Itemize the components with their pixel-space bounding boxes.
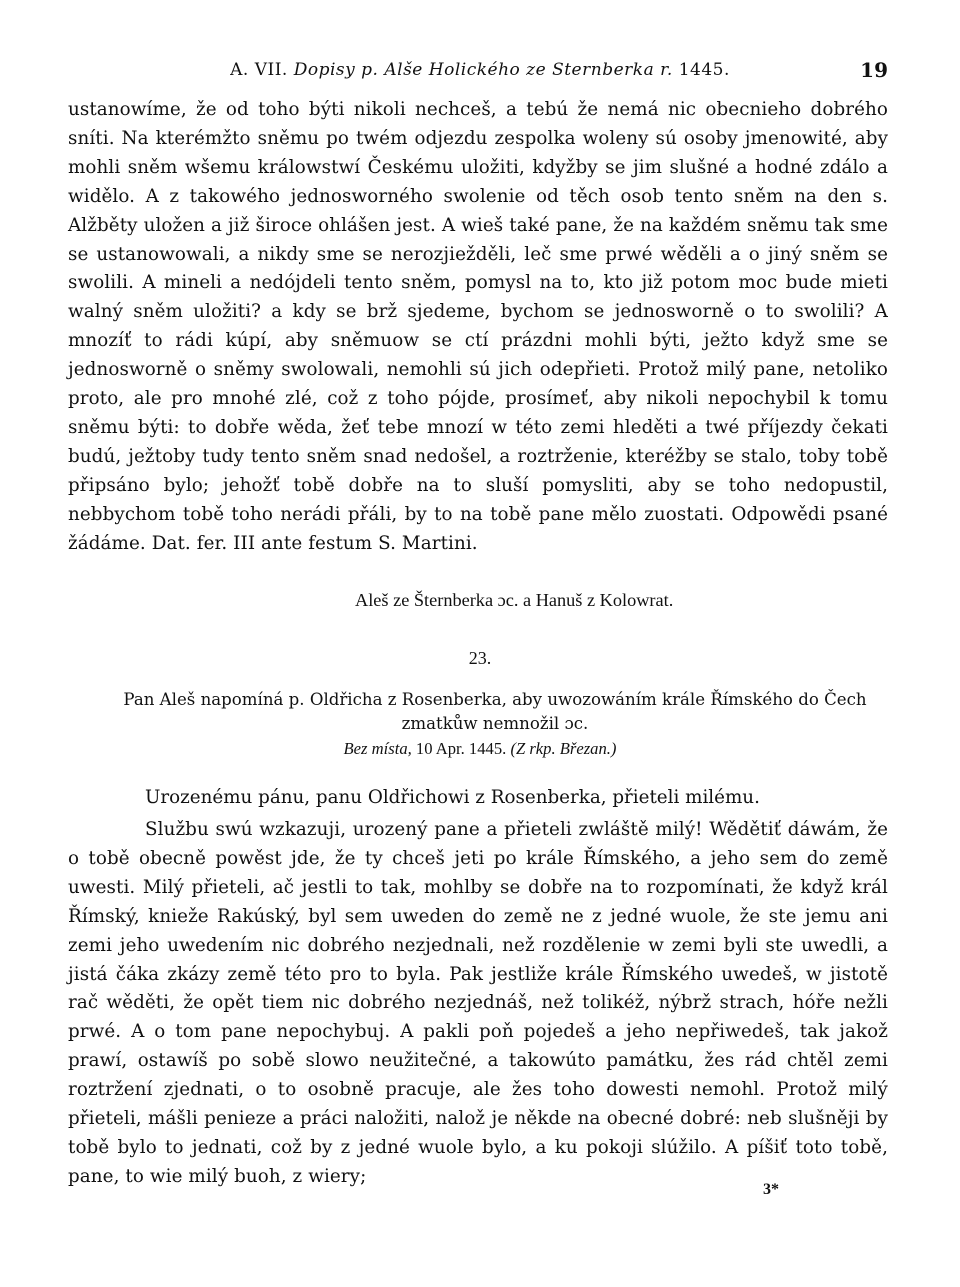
page-number: 19 [860,58,888,82]
letter-body: Službu swú wzkazuji, urozený pane a přieteli zwláště milý! Wědětiť dáwám, že o tobě obecně powěst jde, že ty chceš jeti po krále Římského, a jeho sem do země uwesti. Milý přieteli, ač jestli to tak, mohlby se dobře na to rozpomínati, že když král Římský, knieže Rakúský, byl sem uweden do země ne z jedné wuole, že ste jemu ani zemi jeho uwedením nic dobrého nezjednali, než rozdělenie w zemi byli ste uwedli, a jistá čáka zkázy země této pro to byla. Pak jestliže krále Římského uwedeš, w jistotě rač wěděti, že opět tiem nic dobrého nezjednáš, než tolikéž, nýbrž strach, hóře nežli prwé. A o tom pane nepochybuj. A pakli poň pojedeš a jeho nepřiwedeš, tak jakož prawí, ostawíš po sobě slowo neužitečné, a takowúto památku, žes rád chtěl zemi roztržení zjednati, o to osobně pracuje, ale žes toho dowesti nemohl. Protož milý přieteli, mášli penieze a práci naložiti, nalož je někde na obecné dobré: neb slušněji by tobě bylo to jednati, což by z jedné wuole bylo, a ku pokoji slúžilo. A píšiť toto tobě, pane, to wie milý buoh, z wiery; [68,819,888,1187]
paragraph-continued: ustanowíme, že od toho býti nikoli nechceš, a tebú že nemá nic obecnieho dobrého sníti. Na kterémžto sněmu po twém odjezdu zespolka woleny sú osoby jmenowité, aby mohli sněm wšemu králowstwí Českému uložiti, kdyžby se jim slušné a hodné zdálo a widělo. A z takowého jednosworného swolenie od těch osob tento sněm na den s. Alžběty uložen a již široce ohlášen jest. A wieš také pane, že na každém sněmu tak sme se ustanowowali, a nikdy sme se nerozjiežděli, leč sme prwé wěděli a o jiný sněm se swolili. A mineli a nedójdeli tento sněm, pomysl na to, kto již potom moc bude mieti walný sněm uložiti? a kdy se brž sjedeme, bychom se jednosworně o to swolili? A mnozíť to rádi kúpí, aby sněmuow se ctí prázdni mohli býti, ježto když sme se jednosworně o sněmy swolowali, nemohli sú jich odepřieti. Protož milý pane, netoliko proto, ale pro mnohé zlé, což z toho pójde, prosímeť, aby nikoli nepochybil k tomu sněmu býti: to dobře wěda, žeť tebe mnozí w této zemi hleděti a twé příjezdy čekati budú, ježtoby tudy tento sněm snad nedošel, a roztrženie, kteréžby se stalo, toby tobě připsáno bylo; jehožť tobě dobře na to sluší pomysliti, aby se toho nedopustil, nebbychom tobě toho nerádi přáli, by to na tobě pane mělo zuostati. Odpowědi psané žádáme. Dat. fer. III ante festum S. Martini. [68,99,888,554]
running-title [68,60,892,80]
dateline-place: Bez místa, [343,739,412,758]
document-number: 23. [468,648,492,668]
running-head-year: 1445. [678,60,730,80]
dateline-source: (Z rkp. Březan.) [510,739,617,758]
letter-signature: Aleš ze Šternberka ɔc. a Hanuš z Kolowrat. [355,590,674,610]
document-summary: Pan Aleš napomíná p. Oldřicha z Rosenberka, aby uwozowáním krále Římského do Čech zmatkůw nemnožil ɔc. [123,690,867,733]
signature-mark: 3* [763,1181,779,1198]
dateline-date: 10 Apr. 1445. [415,739,507,758]
dateline [0,739,960,759]
letter-salutation: Urozenému pánu, panu Oldřichowi z Rosenberka, přieteli milému. [145,787,760,808]
running-head [68,60,892,90]
running-head-title: Dopisy p. Alše Holického ze Sternberka r. [293,60,673,80]
running-head-prefix: A. VII. [230,60,288,80]
